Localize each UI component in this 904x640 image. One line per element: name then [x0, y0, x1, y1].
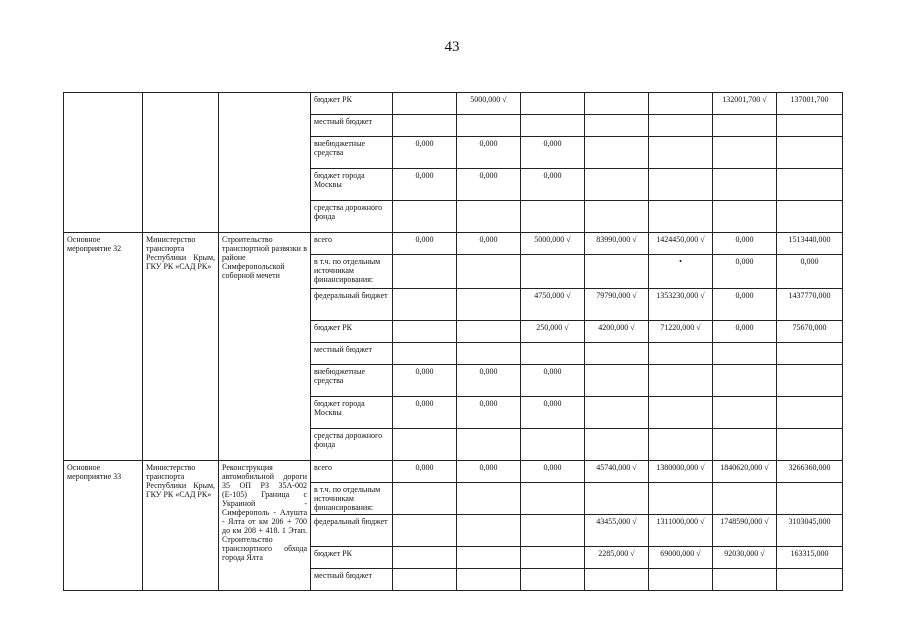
- description-cell: Строительство транспортной развязки в районе Симферопольской соборной мечети: [219, 233, 311, 461]
- funding-source-cell: всего: [311, 461, 393, 483]
- amount-cell: [393, 515, 457, 547]
- amount-cell: [393, 289, 457, 321]
- amount-cell: [777, 201, 843, 233]
- amount-cell: [713, 397, 777, 429]
- amount-cell: 1311000,000 √: [649, 515, 713, 547]
- amount-cell: 0,000: [713, 321, 777, 343]
- amount-cell: 0,000: [457, 233, 521, 255]
- amount-cell: [649, 115, 713, 137]
- amount-cell: [521, 115, 585, 137]
- amount-cell: 1424450,000 √: [649, 233, 713, 255]
- amount-cell: [393, 429, 457, 461]
- amount-cell: 163315,000: [777, 547, 843, 569]
- amount-cell: 0,000: [521, 137, 585, 169]
- funding-source-cell: в т.ч. по отдельным источникам финансирования:: [311, 255, 393, 289]
- amount-cell: 43455,000 √: [585, 515, 649, 547]
- amount-cell: 0,000: [457, 365, 521, 397]
- amount-cell: 0,000: [457, 137, 521, 169]
- funding-source-cell: местный бюджет: [311, 115, 393, 137]
- amount-cell: 1353230,000 √: [649, 289, 713, 321]
- amount-cell: [457, 429, 521, 461]
- event-name-cell: Основное мероприятие 32: [64, 233, 143, 461]
- amount-cell: [585, 397, 649, 429]
- amount-cell: [521, 343, 585, 365]
- amount-cell: [393, 569, 457, 591]
- amount-cell: [649, 397, 713, 429]
- amount-cell: [457, 569, 521, 591]
- amount-cell: [457, 201, 521, 233]
- amount-cell: [521, 569, 585, 591]
- executor-cell: Министерство транспорта Республики Крым, ГКУ РК «САД РК»: [143, 233, 219, 461]
- amount-cell: [521, 547, 585, 569]
- empty-cell: [64, 93, 143, 233]
- amount-cell: [585, 343, 649, 365]
- funding-source-cell: бюджет РК: [311, 321, 393, 343]
- amount-cell: [713, 201, 777, 233]
- page-number: 43: [444, 39, 460, 55]
- funding-source-cell: средства дорожного фонда: [311, 201, 393, 233]
- amount-cell: [521, 255, 585, 289]
- amount-cell: [393, 255, 457, 289]
- amount-cell: 0,000: [713, 255, 777, 289]
- amount-cell: [585, 483, 649, 515]
- amount-cell: [585, 137, 649, 169]
- amount-cell: 0,000: [393, 169, 457, 201]
- description-cell: Реконструкция автомобильной дороги 35 ОП РЗ 35А-002 (Е-105) Граница с Украиной - Симферополь - Алушта - Ялта от км 206 + 700 до км 208 + 418. 1 Этап. Строительство транспортного обхода города Ялта: [219, 461, 311, 591]
- funding-source-cell: местный бюджет: [311, 569, 393, 591]
- amount-cell: 3103045,000: [777, 515, 843, 547]
- amount-cell: 1380000,000 √: [649, 461, 713, 483]
- amount-cell: [713, 169, 777, 201]
- amount-cell: 92030,000 √: [713, 547, 777, 569]
- amount-cell: 250,000 √: [521, 321, 585, 343]
- amount-cell: 0,000: [393, 365, 457, 397]
- amount-cell: 0,000: [521, 397, 585, 429]
- amount-cell: 3266360,000: [777, 461, 843, 483]
- amount-cell: 2285,000 √: [585, 547, 649, 569]
- table-row: [64, 93, 843, 115]
- amount-cell: [457, 255, 521, 289]
- amount-cell: [393, 115, 457, 137]
- funding-source-cell: бюджет РК: [311, 547, 393, 569]
- amount-cell: 0,000: [393, 461, 457, 483]
- amount-cell: [457, 515, 521, 547]
- amount-cell: [393, 343, 457, 365]
- event-name-cell: Основное мероприятие 33: [64, 461, 143, 591]
- amount-cell: [585, 255, 649, 289]
- funding-source-cell: бюджет РК: [311, 93, 393, 115]
- amount-cell: [649, 93, 713, 115]
- funding-source-cell: бюджет города Москвы: [311, 169, 393, 201]
- amount-cell: [713, 343, 777, 365]
- amount-cell: 83990,000 √: [585, 233, 649, 255]
- amount-cell: 45740,000 √: [585, 461, 649, 483]
- amount-cell: [649, 201, 713, 233]
- amount-cell: [521, 201, 585, 233]
- amount-cell: [713, 569, 777, 591]
- amount-cell: [777, 343, 843, 365]
- amount-cell: [457, 115, 521, 137]
- table-row: [64, 461, 843, 483]
- amount-cell: 0,000: [457, 461, 521, 483]
- amount-cell: 79790,000 √: [585, 289, 649, 321]
- amount-cell: [777, 137, 843, 169]
- amount-cell: [585, 115, 649, 137]
- amount-cell: [457, 321, 521, 343]
- amount-cell: 0,000: [713, 289, 777, 321]
- amount-cell: [649, 483, 713, 515]
- amount-cell: 71220,000 √: [649, 321, 713, 343]
- amount-cell: 0,000: [457, 169, 521, 201]
- amount-cell: 5000,000 √: [521, 233, 585, 255]
- amount-cell: 0,000: [713, 233, 777, 255]
- amount-cell: 0,000: [457, 397, 521, 429]
- amount-cell: [713, 483, 777, 515]
- amount-cell: 1840620,000 √: [713, 461, 777, 483]
- table-row: [64, 233, 843, 255]
- amount-cell: [457, 343, 521, 365]
- amount-cell: [393, 321, 457, 343]
- amount-cell: 69000,000 √: [649, 547, 713, 569]
- amount-cell: [393, 547, 457, 569]
- funding-source-cell: бюджет города Москвы: [311, 397, 393, 429]
- amount-cell: [585, 429, 649, 461]
- amount-cell: [521, 429, 585, 461]
- amount-cell: 4750,000 √: [521, 289, 585, 321]
- amount-cell: 0,000: [393, 397, 457, 429]
- amount-cell: [393, 483, 457, 515]
- amount-cell: [777, 569, 843, 591]
- funding-source-cell: в т.ч. по отдельным источникам финансирования:: [311, 483, 393, 515]
- amount-cell: 132001,700 √: [713, 93, 777, 115]
- amount-cell: [649, 169, 713, 201]
- amount-cell: 0,000: [521, 461, 585, 483]
- amount-cell: [457, 289, 521, 321]
- funding-source-cell: всего: [311, 233, 393, 255]
- amount-cell: 75670,000: [777, 321, 843, 343]
- empty-cell: [219, 93, 311, 233]
- amount-cell: 0,000: [393, 233, 457, 255]
- amount-cell: [521, 483, 585, 515]
- amount-cell: [713, 429, 777, 461]
- amount-cell: 1513440,000: [777, 233, 843, 255]
- funding-source-cell: внебюджетные средства: [311, 365, 393, 397]
- executor-cell: Министерство транспорта Республики Крым, ГКУ РК «САД РК»: [143, 461, 219, 591]
- amount-cell: [777, 483, 843, 515]
- amount-cell: [585, 201, 649, 233]
- funding-source-cell: средства дорожного фонда: [311, 429, 393, 461]
- amount-cell: [777, 429, 843, 461]
- amount-cell: [649, 343, 713, 365]
- amount-cell: [713, 137, 777, 169]
- amount-cell: [457, 547, 521, 569]
- empty-cell: [143, 93, 219, 233]
- amount-cell: 0,000: [521, 365, 585, 397]
- amount-cell: 1437770,000: [777, 289, 843, 321]
- amount-cell: [713, 365, 777, 397]
- amount-cell: 0,000: [393, 137, 457, 169]
- amount-cell: [649, 569, 713, 591]
- budget-table: [63, 92, 843, 591]
- amount-cell: [649, 365, 713, 397]
- amount-cell: [393, 201, 457, 233]
- funding-source-cell: федеральный бюджет: [311, 289, 393, 321]
- amount-cell: [393, 93, 457, 115]
- amount-cell: 137001,700: [777, 93, 843, 115]
- amount-cell: [521, 515, 585, 547]
- amount-cell: [521, 93, 585, 115]
- amount-cell: 5000,000 √: [457, 93, 521, 115]
- amount-cell: 0,000: [521, 169, 585, 201]
- funding-source-cell: местный бюджет: [311, 343, 393, 365]
- amount-cell: [649, 137, 713, 169]
- amount-cell: 1748590,000 √: [713, 515, 777, 547]
- amount-cell: [713, 115, 777, 137]
- amount-cell: [777, 115, 843, 137]
- budget-table-body: [64, 93, 843, 591]
- amount-cell: •: [649, 255, 713, 289]
- amount-cell: [585, 569, 649, 591]
- amount-cell: [585, 365, 649, 397]
- amount-cell: [585, 93, 649, 115]
- funding-source-cell: внебюджетные средства: [311, 137, 393, 169]
- funding-source-cell: федеральный бюджет: [311, 515, 393, 547]
- amount-cell: [777, 365, 843, 397]
- amount-cell: [457, 483, 521, 515]
- amount-cell: [585, 169, 649, 201]
- amount-cell: [777, 169, 843, 201]
- amount-cell: 4200,000 √: [585, 321, 649, 343]
- amount-cell: [777, 397, 843, 429]
- amount-cell: [649, 429, 713, 461]
- amount-cell: 0,000: [777, 255, 843, 289]
